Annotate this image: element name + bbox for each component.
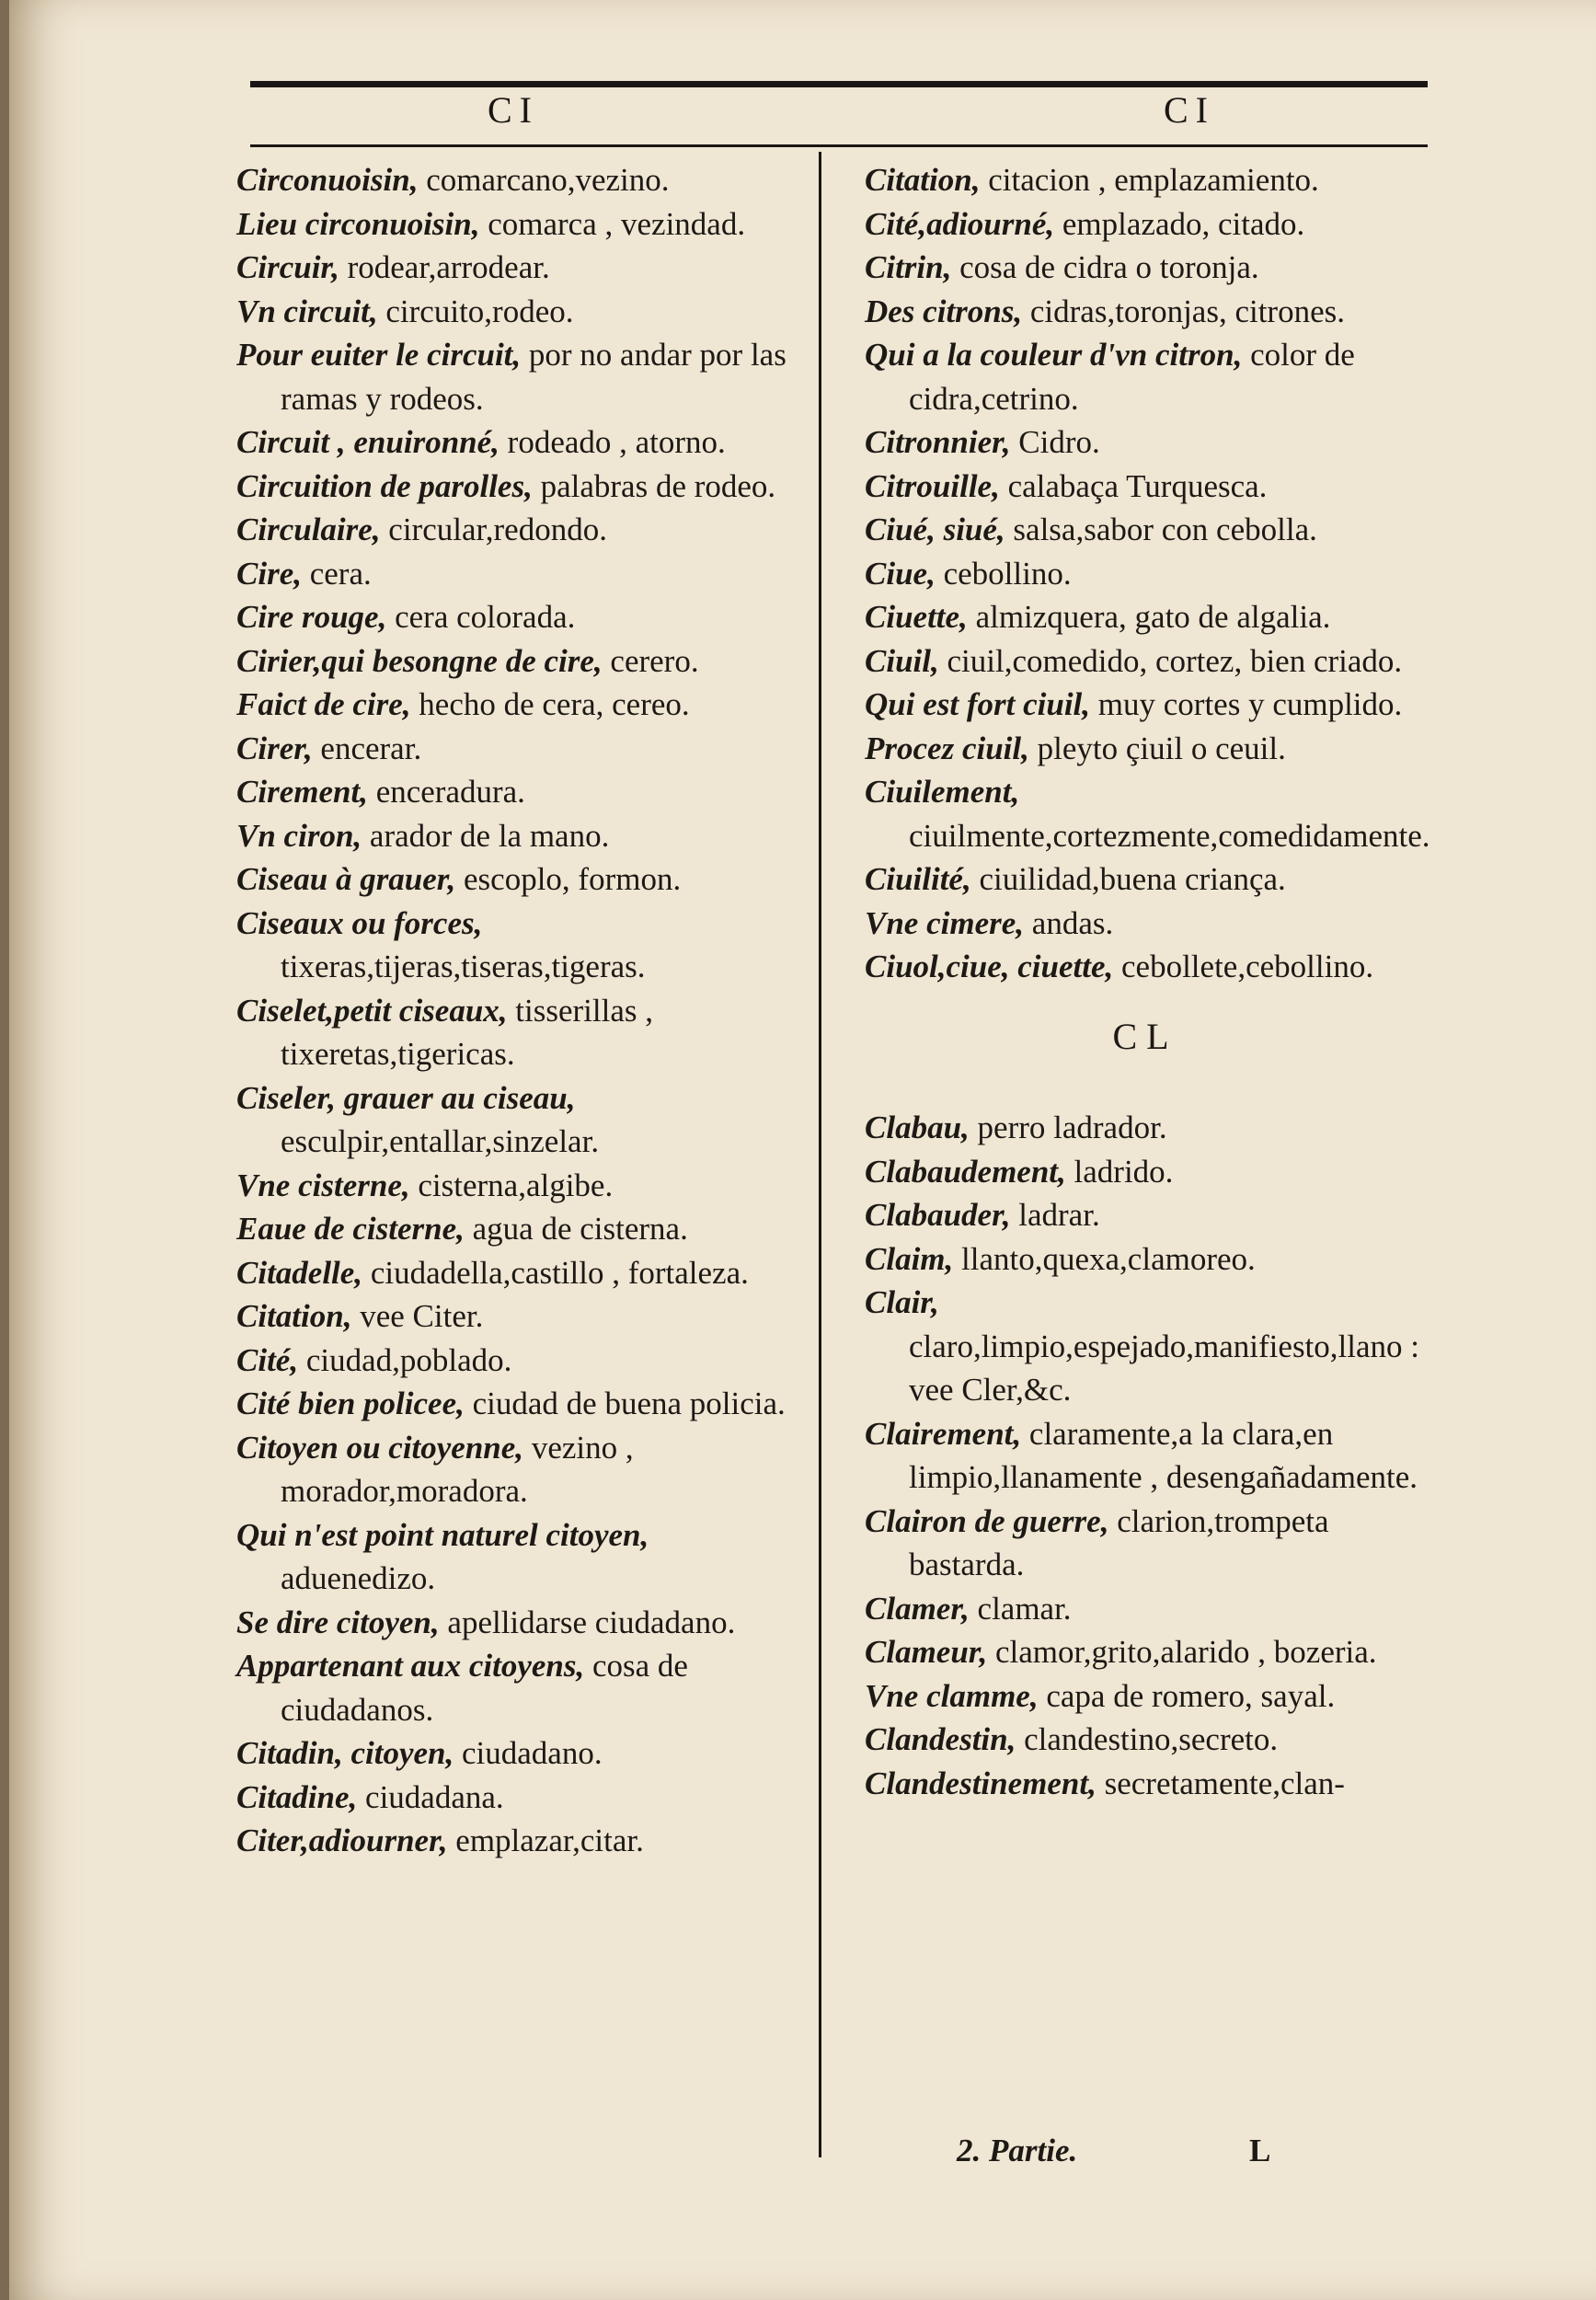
entry-headword: Clameur, xyxy=(865,1634,988,1670)
entry-headword: Citation, xyxy=(236,1298,352,1334)
entry-headword: Procez ciuil, xyxy=(865,730,1029,766)
entry-headword: Citrouille, xyxy=(865,467,1000,504)
entry-headword: Cirier,qui besongne de cire, xyxy=(236,642,603,679)
entry-translation: rodear,arrodear. xyxy=(339,249,550,285)
entry-headword: Vne cimere, xyxy=(865,904,1025,941)
dictionary-entry xyxy=(236,420,798,465)
dictionary-entry xyxy=(236,902,798,989)
entry-translation: ciudad,poblado. xyxy=(298,1341,512,1378)
dictionary-entry xyxy=(236,202,798,247)
dictionary-entry xyxy=(236,1164,798,1208)
entry-headword: Vn circuit, xyxy=(236,293,378,329)
entry-translation: aduenedizo. xyxy=(281,1560,436,1596)
dictionary-entry xyxy=(236,857,798,902)
entry-headword: Ciseler, grauer au ciseau, xyxy=(236,1079,576,1116)
entry-translation: ciuilmente,cortezmente,comedidamente. xyxy=(909,817,1430,854)
dictionary-entry xyxy=(236,727,798,771)
entry-headword: Clandestinement, xyxy=(865,1765,1097,1801)
entry-translation: cidras,toronjas, citrones. xyxy=(1022,293,1345,329)
dictionary-entry xyxy=(236,1339,798,1383)
entry-translation: emplazar,citar. xyxy=(447,1823,644,1858)
dictionary-entry xyxy=(236,814,798,858)
entry-translation: ciuilidad,buena criança. xyxy=(970,861,1286,897)
dictionary-entry xyxy=(236,1819,798,1863)
entry-translation: ciudadana. xyxy=(357,1778,504,1815)
entry-translation: esculpir,entallar,sinzelar. xyxy=(281,1123,600,1159)
book-page xyxy=(9,0,1596,2300)
entry-translation: capa de romero, sayal. xyxy=(1038,1677,1336,1714)
dictionary-entry xyxy=(236,989,798,1076)
dictionary-entry xyxy=(236,595,798,639)
entry-headword: Citer,adiourner, xyxy=(236,1823,448,1858)
entry-translation: cerero. xyxy=(602,642,699,679)
entry-headword: Cité, xyxy=(236,1341,299,1378)
dictionary-entry xyxy=(236,1251,798,1295)
footer-signature-mark: L xyxy=(1249,2133,1271,2168)
dictionary-entry xyxy=(865,508,1426,552)
entry-translation: clamar. xyxy=(969,1590,1072,1627)
right-column xyxy=(865,158,1430,1805)
entry-translation: llanto,quexa,clamoreo. xyxy=(953,1240,1256,1277)
dictionary-entry xyxy=(236,1513,798,1601)
entry-headword: Des citrons, xyxy=(865,293,1023,329)
entry-translation: agua de cisterna. xyxy=(464,1211,688,1247)
dictionary-entry xyxy=(865,857,1426,902)
dictionary-entry xyxy=(865,683,1426,727)
dictionary-entry xyxy=(865,420,1426,465)
dictionary-entry xyxy=(865,202,1426,247)
dictionary-entry xyxy=(865,465,1426,509)
entry-headword: Ciuol,ciue, ciuette, xyxy=(865,949,1114,984)
entry-translation: apellidarse ciudadano. xyxy=(439,1604,736,1640)
dictionary-entry xyxy=(236,465,798,509)
entry-headword: Citronnier, xyxy=(865,424,1011,460)
page-footer xyxy=(957,2133,1325,2169)
entry-headword: Qui a la couleur d'vn citron, xyxy=(865,337,1243,373)
dictionary-entry xyxy=(236,1207,798,1251)
entry-headword: Ciuil, xyxy=(865,642,939,679)
entry-headword: Citrin, xyxy=(865,249,952,285)
entry-headword: Circonuoisin, xyxy=(236,162,419,198)
entry-translation: Cidro. xyxy=(1010,424,1100,460)
dictionary-entry xyxy=(236,1294,798,1339)
entry-translation: ciuil,comedido, cortez, bien criado. xyxy=(938,642,1403,679)
dictionary-entry xyxy=(236,246,798,290)
entry-translation: tixeras,tijeras,tiseras,tigeras. xyxy=(281,949,646,984)
entry-translation: cosa de ciudadanos. xyxy=(281,1648,688,1728)
entry-headword: Faict de cire, xyxy=(236,686,411,722)
entry-headword: Clamer, xyxy=(865,1590,970,1627)
entry-translation: muy cortes y cumplido. xyxy=(1090,686,1403,722)
entry-translation: circular,redondo. xyxy=(380,512,607,547)
running-head-right: CI xyxy=(1164,89,1215,131)
entry-headword: Ciuilité, xyxy=(865,861,971,897)
dictionary-entry xyxy=(236,333,798,420)
entry-translation: calabaça Turquesca. xyxy=(999,467,1268,504)
entry-headword: Citation, xyxy=(865,162,981,198)
entry-headword: Citadine, xyxy=(236,1778,358,1815)
dictionary-entry xyxy=(865,770,1430,857)
entry-headword: Cité,adiourné, xyxy=(865,205,1055,242)
dictionary-entry xyxy=(865,1281,1426,1412)
entry-headword: Qui n'est point naturel citoyen, xyxy=(236,1516,649,1553)
entry-translation: vezino , morador,moradora. xyxy=(281,1429,634,1509)
entry-translation: cera colorada. xyxy=(386,599,576,635)
entry-translation: claro,limpio,espejado,manifiesto,llano : vee Cler,&c. xyxy=(909,1328,1419,1408)
entry-translation: color de cidra,cetrino. xyxy=(909,337,1355,417)
dictionary-entry xyxy=(865,639,1426,684)
entry-translation: vee Citer. xyxy=(351,1298,484,1334)
entry-headword: Clairon de guerre, xyxy=(865,1502,1109,1539)
entry-headword: Ciue, xyxy=(865,555,936,592)
dictionary-entry xyxy=(236,552,798,596)
entry-headword: Vne cisterne, xyxy=(236,1167,410,1203)
entry-headword: Citadelle, xyxy=(236,1254,363,1291)
entry-headword: Ciselet,petit ciseaux, xyxy=(236,992,508,1029)
entry-translation: cisterna,algibe. xyxy=(409,1167,614,1203)
section-heading-cl: CL xyxy=(1112,1015,1178,1057)
entry-translation: circuito,rodeo. xyxy=(377,293,574,329)
entry-translation: cebollino. xyxy=(935,555,1072,592)
entry-translation: encerar. xyxy=(312,730,422,766)
entry-translation: enceradura. xyxy=(367,774,525,810)
dictionary-entry xyxy=(236,158,798,202)
dictionary-entry xyxy=(865,1762,1426,1806)
dictionary-entry xyxy=(236,1731,798,1776)
entry-translation: cosa de cidra o toronja. xyxy=(951,249,1259,285)
header-rule-top xyxy=(250,81,1428,87)
dictionary-entry xyxy=(865,1237,1426,1282)
entry-translation: cera. xyxy=(301,555,372,592)
entry-translation: por no andar por las ramas y rodeos. xyxy=(281,337,787,417)
entry-headword: Cire rouge, xyxy=(236,599,387,635)
dictionary-entry xyxy=(236,1776,798,1820)
dictionary-entry xyxy=(865,290,1426,334)
entry-headword: Clairement, xyxy=(865,1415,1022,1452)
entry-translation: ciudadella,castillo , fortaleza. xyxy=(362,1254,749,1291)
right-column-cl-entries xyxy=(865,1106,1426,1805)
entry-translation: arador de la mano. xyxy=(362,817,610,854)
dictionary-entry xyxy=(865,1587,1426,1631)
entry-translation: comarca , vezindad. xyxy=(479,205,746,242)
entry-translation: ladrar. xyxy=(1010,1197,1100,1233)
dictionary-entry xyxy=(236,1076,798,1164)
running-head-left: CI xyxy=(488,89,539,131)
dictionary-entry xyxy=(865,552,1426,596)
dictionary-entry xyxy=(236,770,798,814)
entry-headword: Se dire citoyen, xyxy=(236,1604,440,1640)
entry-headword: Cirer, xyxy=(236,730,313,766)
dictionary-entry xyxy=(236,508,798,552)
entry-headword: Citadin, citoyen, xyxy=(236,1735,454,1771)
dictionary-entry xyxy=(865,246,1426,290)
entry-translation: palabras de rodeo. xyxy=(532,467,776,504)
entry-headword: Pour euiter le circuit, xyxy=(236,337,522,373)
entry-headword: Clabaudement, xyxy=(865,1153,1066,1190)
entry-headword: Ciseaux ou forces, xyxy=(236,904,483,941)
entry-translation: claramente,a la clara,en limpio,llanamente , desengañadamente. xyxy=(909,1415,1418,1495)
entry-translation: ladrido. xyxy=(1065,1153,1174,1190)
entry-translation: clandestino,secreto. xyxy=(1016,1721,1279,1757)
entry-translation: pleyto çiuil o ceuil. xyxy=(1028,730,1286,766)
dictionary-entry xyxy=(865,1412,1426,1500)
entry-translation: salsa,sabor con cebolla. xyxy=(1005,512,1317,547)
entry-headword: Cité bien policee, xyxy=(236,1386,465,1421)
entry-translation: emplazado, citado. xyxy=(1054,205,1305,242)
entry-headword: Ciuilement, xyxy=(865,774,1020,810)
dictionary-entry xyxy=(236,639,798,684)
entry-headword: Clabauder, xyxy=(865,1197,1011,1233)
entry-headword: Qui est fort ciuil, xyxy=(865,686,1091,722)
entry-translation: secretamente,clan- xyxy=(1096,1765,1345,1801)
left-column xyxy=(236,158,798,1863)
entry-headword: Circuition de parolles, xyxy=(236,467,533,504)
dictionary-entry xyxy=(865,595,1426,639)
dictionary-entry xyxy=(865,1674,1426,1719)
dictionary-entry xyxy=(865,1150,1426,1194)
entry-headword: Cirement, xyxy=(236,774,368,810)
entry-headword: Circuir, xyxy=(236,249,339,285)
footer-part-label: 2. Partie. xyxy=(957,2133,1078,2168)
entry-translation: escoplo, formon. xyxy=(455,861,682,897)
right-column-ci-entries xyxy=(865,158,1430,989)
entry-translation: perro ladrador. xyxy=(969,1110,1167,1145)
entry-headword: Vn ciron, xyxy=(236,817,362,854)
dictionary-entry xyxy=(865,1630,1426,1674)
dictionary-entry xyxy=(236,1426,798,1513)
dictionary-entry xyxy=(865,727,1426,771)
dictionary-entry xyxy=(865,945,1426,989)
dictionary-entry xyxy=(865,1106,1426,1150)
entry-headword: Ciué, siué, xyxy=(865,512,1005,547)
entry-translation: almizquera, gato de algalia. xyxy=(967,599,1331,635)
entry-translation: cebollete,cebollino. xyxy=(1113,949,1374,984)
entry-headword: Claim, xyxy=(865,1240,954,1277)
entry-headword: Ciseau à grauer, xyxy=(236,861,456,897)
entry-translation: tisserillas , tixeretas,tigericas. xyxy=(281,992,654,1072)
dictionary-entry xyxy=(236,290,798,334)
entry-translation: hecho de cera, cereo. xyxy=(410,686,690,722)
dictionary-entry xyxy=(865,1193,1426,1237)
entry-translation: andas. xyxy=(1024,904,1114,941)
entry-headword: Ciuette, xyxy=(865,599,968,635)
entry-headword: Clabau, xyxy=(865,1110,970,1145)
dictionary-entry xyxy=(236,1601,798,1645)
dictionary-entry xyxy=(236,1382,798,1426)
entry-headword: Circuit , enuironné, xyxy=(236,424,499,460)
column-divider xyxy=(819,152,821,2157)
dictionary-entry xyxy=(865,158,1426,202)
dictionary-entry xyxy=(865,1500,1426,1587)
entry-headword: Vne clamme, xyxy=(865,1677,1039,1714)
entry-headword: Appartenant aux citoyens, xyxy=(236,1648,585,1684)
entry-translation: ciudadano. xyxy=(454,1735,603,1771)
dictionary-entry xyxy=(236,1644,798,1731)
entry-headword: Eaue de cisterne, xyxy=(236,1211,465,1247)
entry-translation: clarion,trompeta bastarda. xyxy=(909,1502,1329,1582)
entry-headword: Circulaire, xyxy=(236,512,381,547)
entry-translation: citacion , emplazamiento. xyxy=(980,162,1319,198)
header-rule-bottom xyxy=(250,144,1428,147)
entry-translation: comarcano,vezino. xyxy=(418,162,670,198)
entry-translation: clamor,grito,alarido , bozeria. xyxy=(987,1634,1377,1670)
entry-translation: ciudad de buena policia. xyxy=(464,1386,786,1421)
entry-headword: Cire, xyxy=(236,555,302,592)
dictionary-entry xyxy=(236,683,798,727)
dictionary-entry xyxy=(865,902,1426,946)
entry-headword: Clair, xyxy=(865,1284,939,1320)
dictionary-entry xyxy=(865,333,1426,420)
entry-headword: Clandestin, xyxy=(865,1721,1016,1757)
entry-headword: Citoyen ou citoyenne, xyxy=(236,1429,524,1466)
dictionary-entry xyxy=(865,1718,1426,1762)
entry-translation: rodeado , atorno. xyxy=(499,424,726,460)
entry-headword: Lieu circonuoisin, xyxy=(236,205,480,242)
